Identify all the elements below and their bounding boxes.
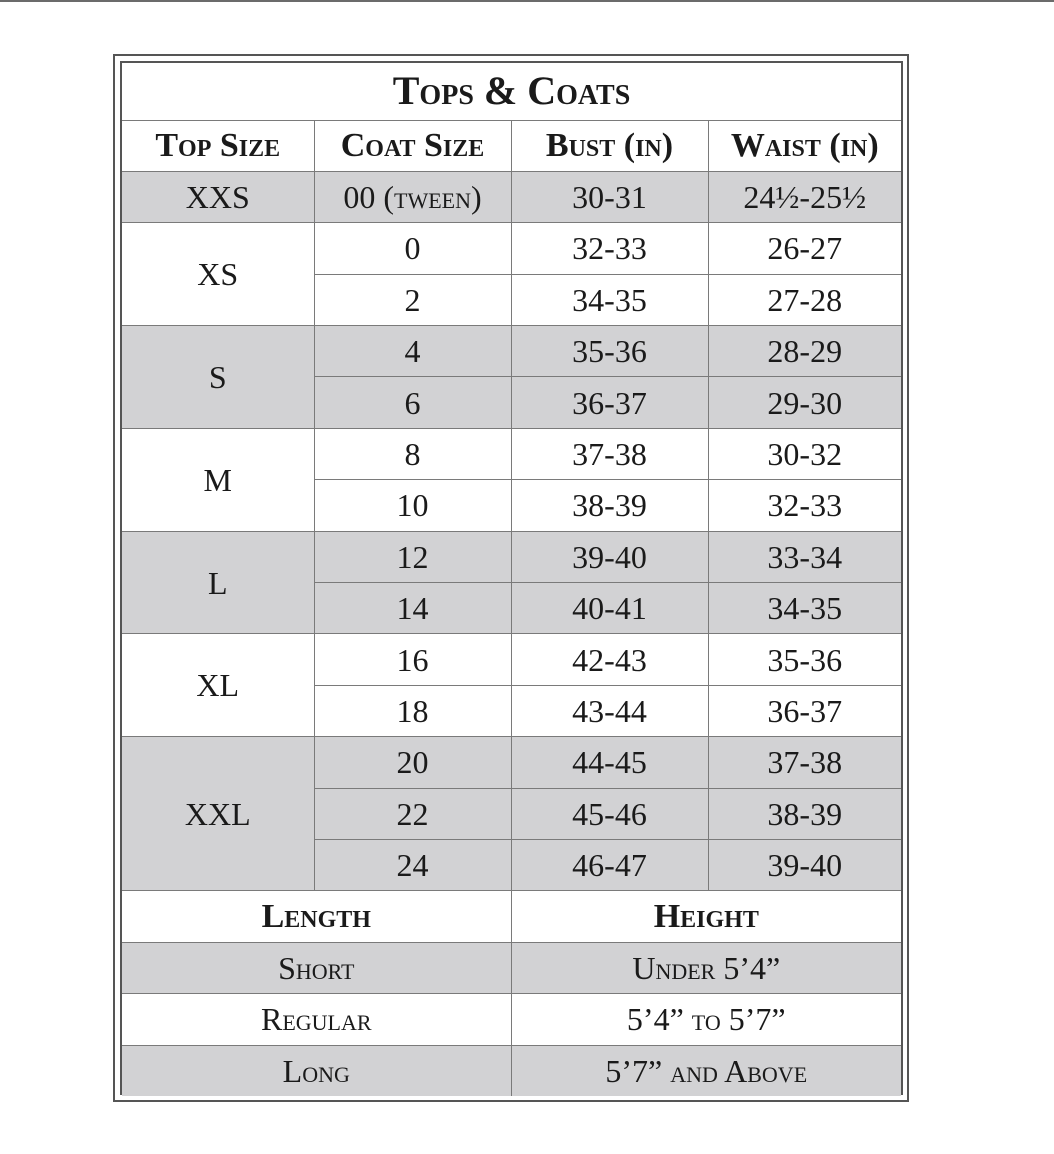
waist-cell: 38-39 bbox=[708, 788, 901, 839]
waist-cell: 37-38 bbox=[708, 737, 901, 788]
waist-cell: 30-32 bbox=[708, 428, 901, 479]
bust-cell: 39-40 bbox=[511, 531, 708, 582]
waist-cell: 24½-25½ bbox=[708, 171, 901, 222]
coat-size-cell: 16 bbox=[314, 634, 511, 685]
header-length: Length bbox=[122, 891, 511, 942]
top-rule bbox=[0, 0, 1054, 2]
table-row bbox=[122, 223, 901, 274]
bust-cell: 30-31 bbox=[511, 171, 708, 222]
top-size-cell: XS bbox=[122, 223, 314, 326]
top-size-cell: M bbox=[122, 428, 314, 531]
height-cell: Under 5’4” bbox=[511, 942, 901, 993]
bust-cell: 36-37 bbox=[511, 377, 708, 428]
header-top-size: Top Size bbox=[122, 120, 314, 171]
coat-size-cell: 24 bbox=[314, 839, 511, 890]
waist-cell: 26-27 bbox=[708, 223, 901, 274]
waist-cell: 36-37 bbox=[708, 685, 901, 736]
bust-cell: 44-45 bbox=[511, 737, 708, 788]
waist-cell: 29-30 bbox=[708, 377, 901, 428]
header-bust: Bust (in) bbox=[511, 120, 708, 171]
top-size-cell: XXS bbox=[122, 171, 314, 222]
coat-size-cell: 14 bbox=[314, 583, 511, 634]
bust-cell: 37-38 bbox=[511, 428, 708, 479]
bust-cell: 34-35 bbox=[511, 274, 708, 325]
coat-size-cell: 12 bbox=[314, 531, 511, 582]
waist-cell: 34-35 bbox=[708, 583, 901, 634]
coat-size-cell: 8 bbox=[314, 428, 511, 479]
header-coat-size: Coat Size bbox=[314, 120, 511, 171]
waist-cell: 33-34 bbox=[708, 531, 901, 582]
bust-cell: 38-39 bbox=[511, 480, 708, 531]
coat-size-cell: 18 bbox=[314, 685, 511, 736]
table-title: Tops & Coats bbox=[122, 63, 901, 120]
length-cell: Short bbox=[122, 942, 511, 993]
header-height: Height bbox=[511, 891, 901, 942]
coat-size-cell: 00 (tween) bbox=[314, 171, 511, 222]
coat-size-cell: 10 bbox=[314, 480, 511, 531]
height-cell: 5’4” to 5’7” bbox=[511, 994, 901, 1045]
length-cell: Long bbox=[122, 1045, 511, 1096]
table-row bbox=[122, 326, 901, 377]
bust-cell: 43-44 bbox=[511, 685, 708, 736]
top-size-cell: S bbox=[122, 326, 314, 429]
table-row bbox=[122, 428, 901, 479]
top-size-cell: XL bbox=[122, 634, 314, 737]
table-row bbox=[122, 1045, 901, 1096]
table-row bbox=[122, 531, 901, 582]
bust-cell: 45-46 bbox=[511, 788, 708, 839]
table-row bbox=[122, 171, 901, 222]
header-waist: Waist (in) bbox=[708, 120, 901, 171]
coat-size-cell: 20 bbox=[314, 737, 511, 788]
waist-cell: 28-29 bbox=[708, 326, 901, 377]
coat-size-cell: 4 bbox=[314, 326, 511, 377]
bust-cell: 46-47 bbox=[511, 839, 708, 890]
height-cell: 5’7” and Above bbox=[511, 1045, 901, 1096]
bust-cell: 42-43 bbox=[511, 634, 708, 685]
waist-cell: 27-28 bbox=[708, 274, 901, 325]
bust-cell: 35-36 bbox=[511, 326, 708, 377]
table-row bbox=[122, 737, 901, 788]
table-row bbox=[122, 942, 901, 993]
bust-cell: 40-41 bbox=[511, 583, 708, 634]
top-size-cell: XXL bbox=[122, 737, 314, 891]
coat-size-cell: 0 bbox=[314, 223, 511, 274]
bust-cell: 32-33 bbox=[511, 223, 708, 274]
table-row bbox=[122, 634, 901, 685]
waist-cell: 35-36 bbox=[708, 634, 901, 685]
waist-cell: 32-33 bbox=[708, 480, 901, 531]
length-cell: Regular bbox=[122, 994, 511, 1045]
coat-size-cell: 22 bbox=[314, 788, 511, 839]
size-chart-table bbox=[122, 63, 901, 1096]
top-size-cell: L bbox=[122, 531, 314, 634]
table-row bbox=[122, 994, 901, 1045]
coat-size-cell: 2 bbox=[314, 274, 511, 325]
waist-cell: 39-40 bbox=[708, 839, 901, 890]
coat-size-cell: 6 bbox=[314, 377, 511, 428]
